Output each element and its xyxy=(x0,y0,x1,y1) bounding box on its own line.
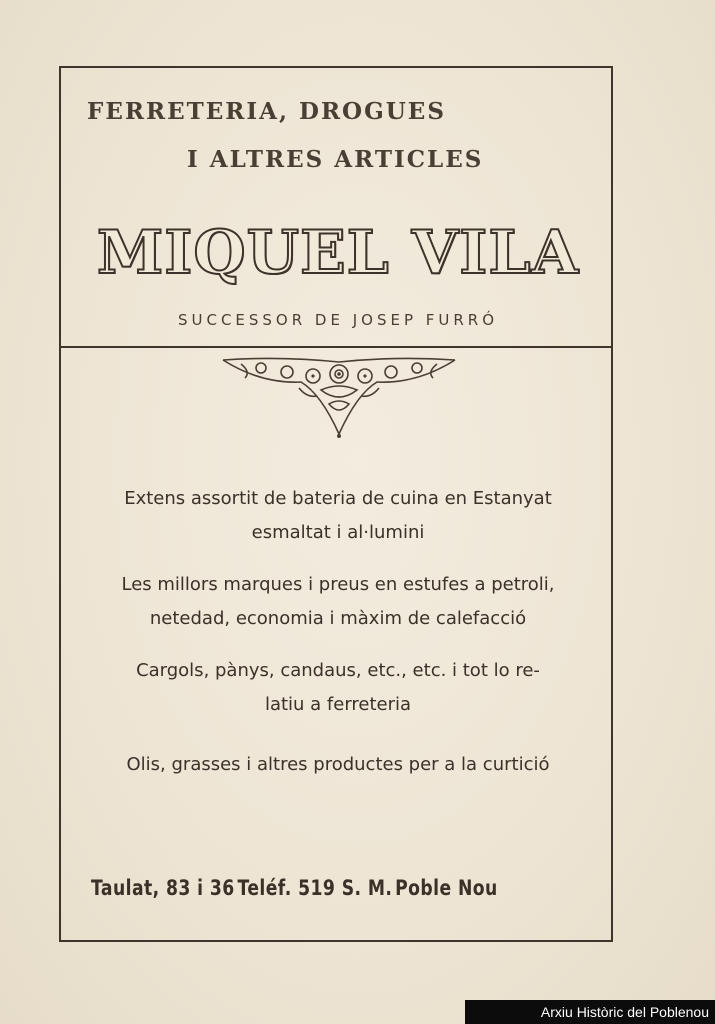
shop-name: MIQUEL VILA xyxy=(96,218,580,288)
archive-watermark-label: Arxiu Històric del Poblenou xyxy=(465,1000,715,1024)
paragraph-stoves-line-1: Les millors marques i preus en estufes a petroli, xyxy=(121,574,555,595)
paragraph-cookware xyxy=(61,482,615,550)
district: Poble Nou xyxy=(395,876,498,900)
phone-number: Teléf. 519 S. M. xyxy=(237,876,393,900)
header-line-2: I ALTRES ARTICLES xyxy=(187,146,484,173)
paragraph-hardware xyxy=(61,654,615,722)
paragraph-stoves-line-2: netedad, economia i màxim de calefacció xyxy=(149,608,527,629)
paragraph-cookware-line-1: Extens assortit de bateria de cuina en Estanyat xyxy=(124,488,552,509)
paragraph-stoves xyxy=(61,568,615,636)
paragraph-cookware-line-2: esmaltat i al·lumini xyxy=(251,522,425,543)
contact-footer xyxy=(91,876,498,900)
header-divider xyxy=(61,346,611,348)
header-line-1: FERRETERIA, DROGUES xyxy=(87,98,446,125)
paragraph-oils xyxy=(61,748,615,782)
advertisement-frame xyxy=(59,66,613,942)
floral-ornament-icon xyxy=(221,354,457,440)
paragraph-hardware-line-1: Cargols, pànys, candaus, etc., etc. i tot lo re- xyxy=(136,660,540,681)
paragraph-oils-line-1: Olis, grasses i altres productes per a la curtició xyxy=(126,754,550,775)
address: Taulat, 83 i 36 xyxy=(91,876,235,900)
paragraph-hardware-line-2: latiu a ferreteria xyxy=(264,694,412,715)
successor-line: SUCCESSOR DE JOSEP FURRÓ xyxy=(177,311,499,329)
